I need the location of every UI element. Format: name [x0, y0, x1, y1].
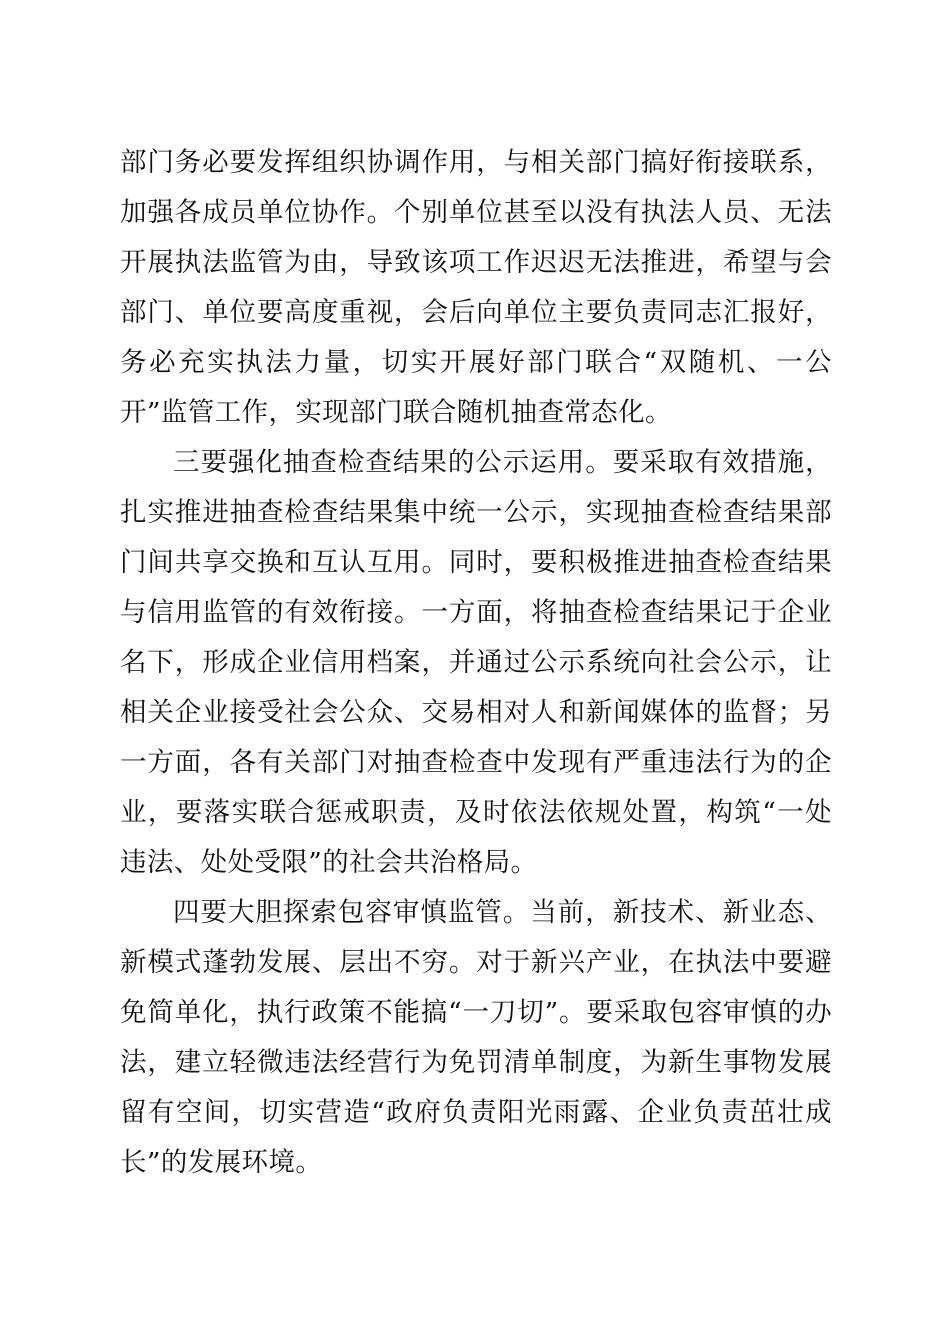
paragraph-section-three: 三要强化抽查检查结果的公示运用。要采取有效措施，扎实推进抽查检查结果集中统一公示，实现抽查检查结果部门间共享交换和互认互用。同时，要积极推进抽查检查结果与信用监管的有效衔接。一方面，将抽查检查结果记于企业名下，形成企业信用档案，并通过公示系统向社会公示，让相关企业接受社会公众、交易相对人和新闻媒体的监督；另一方面，各有关部门对抽查检查中发现有严重违法行为的企业，要落实联合惩戒职责，及时依法依规处置，构筑“一处违法、处处受限”的社会共治格局。 [120, 447, 832, 878]
document-body [120, 138, 832, 1188]
paragraph-continued: 部门务必要发挥组织协调作用，与相关部门搞好衔接联系，加强各成员单位协作。个别单位甚至以没有执法人员、无法开展执法监管为由，导致该项工作迟迟无法推进，希望与会部门、单位要高度重视，会后向单位主要负责同志汇报好，务必充实执法力量，切实开展好部门联合“双随机、一公开”监管工作，实现部门联合随机抽查常态化。 [120, 147, 832, 428]
paragraph-section-four: 四要大胆探索包容审慎监管。当前，新技术、新业态、新模式蓬勃发展、层出不穷。对于新兴产业，在执法中要避免简单化，执行政策不能搞“一刀切”。要采取包容审慎的办法，建立轻微违法经营行为免罚清单制度，为新生事物发展留有空间，切实营造“政府负责阳光雨露、企业负责茁壮成长”的发展环境。 [120, 897, 832, 1178]
